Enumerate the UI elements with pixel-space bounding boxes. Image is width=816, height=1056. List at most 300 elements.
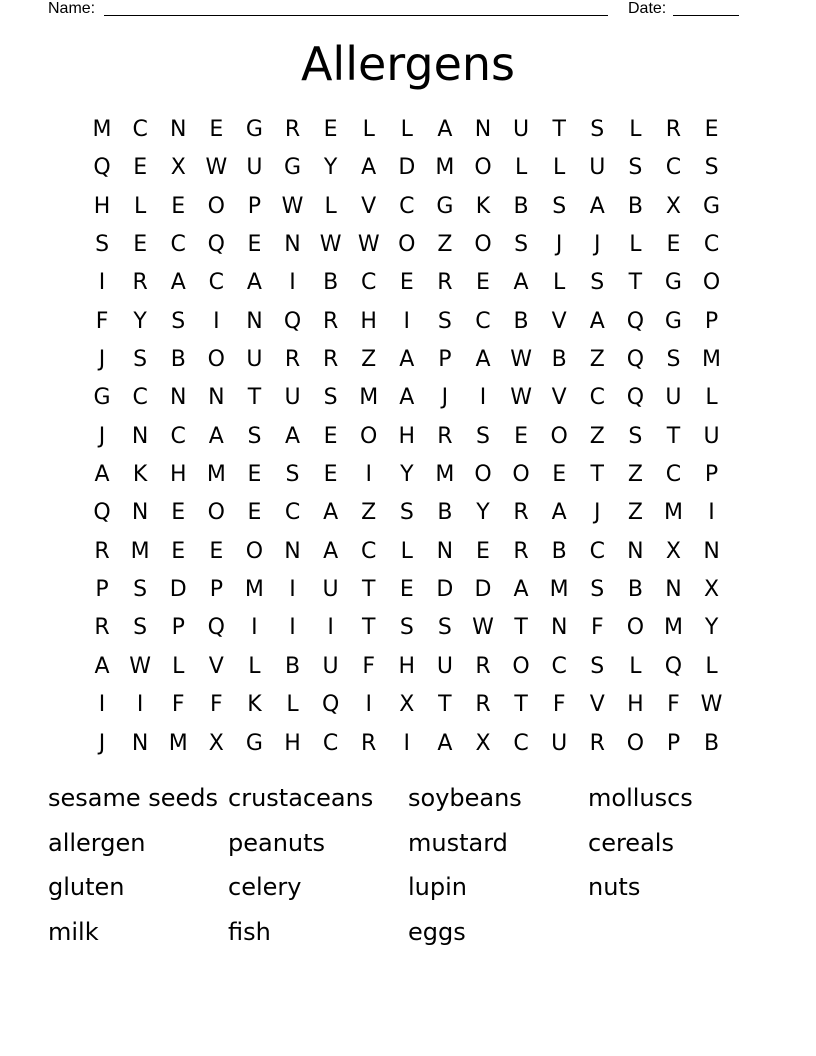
word-list-item: crustaceans (228, 784, 374, 812)
grid-letter: C (170, 423, 186, 449)
grid-letter: N (550, 615, 568, 641)
grid-letter: S (285, 462, 300, 488)
grid-letter: C (399, 193, 415, 219)
grid-letter: I (98, 692, 106, 718)
grid-letter: E (209, 538, 224, 564)
grid-letter: R (475, 692, 491, 718)
grid-letter: O (626, 615, 645, 641)
grid-letter: N (131, 500, 149, 526)
grid-letter: O (207, 500, 225, 526)
page-title: Allergens (300, 37, 516, 91)
grid-letter: A (208, 423, 224, 449)
grid-letter: W (319, 232, 342, 258)
grid-letter: W (510, 385, 532, 411)
grid-letter: B (170, 347, 186, 373)
grid-letter: R (284, 117, 301, 142)
word-list-item: molluscs (588, 784, 693, 812)
grid-row (83, 226, 731, 264)
grid-letter: A (513, 270, 529, 296)
grid-letter: J (555, 232, 563, 258)
grid-row (83, 264, 731, 302)
word-list-item: nuts (588, 873, 641, 902)
grid-letter: A (323, 500, 339, 526)
grid-letter: D (436, 577, 454, 603)
grid-letter: N (131, 730, 149, 756)
grid-letter: E (133, 155, 148, 181)
word-list-item: gluten (48, 873, 125, 902)
grid-letter: Q (207, 232, 225, 258)
grid-letter: E (323, 423, 338, 449)
grid-letter: T (361, 615, 376, 641)
grid-letter: T (247, 385, 262, 411)
grid-letter: D (398, 155, 416, 181)
grid-letter: G (703, 193, 721, 219)
word-list-item: milk (48, 918, 99, 947)
grid-letter: O (474, 462, 492, 488)
grid-letter: L (400, 117, 413, 142)
grid-letter: Q (321, 692, 340, 718)
grid-letter: L (286, 692, 299, 718)
grid-letter: U (551, 730, 568, 756)
grid-letter: X (475, 730, 491, 756)
grid-letter: H (398, 423, 416, 449)
grid-letter: I (289, 615, 296, 641)
grid-letter: M (130, 538, 150, 564)
grid-letter: Q (93, 500, 111, 526)
grid-letter: U (246, 155, 263, 181)
word-list-item: allergen (48, 828, 146, 857)
grid-letter: H (360, 308, 377, 334)
grid-letter: E (666, 232, 681, 258)
grid-letter: I (479, 385, 487, 411)
grid-letter: E (171, 538, 186, 564)
grid-letter: L (553, 155, 566, 181)
grid-letter: M (549, 577, 569, 603)
grid-letter: N (208, 385, 225, 411)
grid-letter: F (362, 653, 376, 679)
grid-letter: J (441, 385, 449, 411)
grid-letter: R (513, 500, 529, 526)
grid-letter: S (590, 653, 605, 679)
grid-letter: P (209, 577, 223, 603)
grid-letter: M (663, 615, 683, 641)
grid-letter: A (246, 270, 262, 296)
word-list-item: soybeans (408, 784, 522, 812)
grid-letter: T (514, 692, 528, 718)
grid-letter: B (437, 500, 453, 526)
grid-letter: X (665, 193, 681, 219)
grid-letter: V (361, 193, 377, 219)
grid-letter: L (134, 193, 147, 219)
grid-letter: I (708, 500, 715, 526)
word-list-item: mustard (408, 828, 508, 857)
grid-letter: W (700, 692, 723, 718)
grid-letter: F (171, 692, 185, 718)
grid-letter: I (403, 308, 411, 334)
grid-letter: U (589, 155, 606, 181)
grid-letter: R (475, 653, 491, 679)
grid-letter: F (667, 692, 680, 718)
grid-letter: X (704, 577, 720, 603)
grid-letter: S (704, 155, 719, 181)
grid-letter: Q (93, 155, 111, 181)
grid-letter: O (512, 462, 530, 488)
grid-letter: S (514, 232, 529, 258)
grid-letter: N (474, 117, 492, 142)
grid-letter: C (475, 308, 491, 334)
grid-letter: Y (133, 308, 147, 334)
grid-row (83, 303, 731, 341)
grid-letter: N (284, 538, 301, 564)
grid-letter: U (513, 117, 530, 142)
word-list-item: eggs (408, 918, 466, 947)
grid-letter: I (213, 308, 220, 334)
grid-letter: K (132, 462, 148, 488)
grid-row (83, 149, 731, 187)
grid-letter: O (626, 730, 645, 756)
worksheet-header (48, 0, 748, 20)
grid-letter: I (289, 270, 296, 296)
grid-letter: E (476, 270, 490, 296)
grid-letter: B (551, 538, 567, 564)
grid-letter: Q (626, 347, 645, 373)
grid-letter: Y (400, 462, 414, 488)
grid-letter: D (169, 577, 187, 603)
grid-letter: A (94, 653, 110, 679)
grid-row (83, 341, 731, 379)
grid-letter: A (284, 423, 301, 449)
grid-letter: C (322, 730, 339, 756)
word-list-item: sesame seeds (48, 784, 219, 812)
grid-letter: B (627, 577, 643, 603)
word-list-item: lupin (408, 873, 467, 902)
grid-letter: S (590, 270, 605, 296)
grid-letter: N (703, 538, 720, 564)
grid-letter: I (365, 462, 372, 488)
grid-letter: T (438, 692, 452, 718)
grid-letter: H (627, 692, 644, 718)
grid-letter: O (550, 423, 568, 449)
grid-letter: I (251, 615, 258, 641)
grid-letter: J (594, 232, 601, 258)
grid-letter: M (206, 462, 226, 488)
grid-letter: S (171, 308, 186, 334)
grid-letter: D (474, 577, 492, 603)
grid-letter: S (399, 500, 414, 526)
grid-letter: V (208, 653, 224, 679)
grid-letter: T (552, 117, 566, 142)
grid-letter: Y (323, 155, 338, 181)
grid-letter: M (92, 117, 112, 142)
grid-letter: G (283, 155, 302, 181)
grid-letter: R (322, 347, 339, 373)
grid-letter: R (94, 538, 110, 564)
grid-letter: S (552, 193, 567, 219)
grid-letter: E (399, 577, 414, 603)
grid-letter: R (132, 270, 148, 296)
grid-letter: E (704, 117, 719, 142)
grid-letter: R (589, 730, 605, 756)
grid-letter: Q (664, 653, 683, 679)
grid-letter: G (245, 730, 263, 756)
grid-row (83, 686, 731, 724)
grid-letter: A (94, 462, 110, 488)
grid-letter: B (513, 193, 529, 219)
grid-letter: Z (361, 347, 377, 373)
grid-letter: L (362, 117, 375, 142)
grid-letter: N (627, 538, 644, 564)
grid-letter: F (552, 692, 566, 718)
date-label: Date: (628, 0, 667, 17)
grid-letter: B (513, 308, 529, 334)
grid-letter: L (705, 385, 718, 411)
grid-letter: N (284, 232, 301, 258)
grid-row (83, 456, 731, 494)
grid-letter: T (666, 423, 681, 449)
grid-letter: E (247, 462, 262, 488)
grid-letter: C (665, 462, 682, 488)
grid-letter: L (514, 155, 528, 181)
grid-letter: Q (283, 308, 302, 334)
grid-letter: E (323, 462, 338, 488)
grid-letter: A (437, 730, 453, 756)
grid-row (83, 111, 731, 149)
grid-letter: U (665, 385, 682, 411)
letter-grid (83, 111, 731, 763)
grid-letter: A (513, 577, 529, 603)
grid-letter: S (476, 423, 490, 449)
grid-letter: P (704, 308, 719, 334)
grid-letter: V (589, 692, 605, 718)
grid-letter: N (170, 385, 187, 411)
grid-letter: X (170, 155, 186, 181)
grid-letter: W (281, 193, 304, 219)
grid-letter: N (131, 423, 149, 449)
grid-letter: A (323, 538, 339, 564)
grid-letter: T (361, 577, 376, 603)
grid-letter: S (133, 615, 148, 641)
grid-row (83, 609, 731, 647)
grid-letter: L (553, 270, 566, 296)
grid-letter: L (629, 653, 642, 679)
grid-letter: U (284, 385, 301, 411)
grid-letter: G (245, 117, 263, 142)
grid-letter: V (551, 308, 567, 334)
grid-letter: R (437, 270, 453, 296)
grid-letter: K (247, 692, 262, 718)
grid-letter: H (93, 193, 111, 219)
grid-letter: C (284, 500, 301, 526)
grid-letter: J (98, 730, 106, 756)
grid-letter: H (284, 730, 301, 756)
grid-letter: X (399, 692, 415, 718)
grid-letter: F (210, 692, 223, 718)
grid-letter: N (665, 577, 682, 603)
grid-letter: B (284, 653, 301, 679)
grid-letter: N (170, 117, 187, 142)
grid-row (83, 188, 731, 226)
grid-letter: L (705, 653, 718, 679)
grid-letter: J (594, 500, 601, 526)
grid-letter: S (133, 347, 148, 373)
grid-letter: A (551, 500, 567, 526)
grid-letter: O (702, 270, 721, 296)
grid-letter: S (590, 117, 605, 142)
grid-letter: E (247, 232, 262, 258)
grid-letter: L (324, 193, 337, 219)
grid-letter: A (399, 347, 415, 373)
grid-letter: E (209, 117, 224, 142)
grid-letter: A (475, 347, 491, 373)
grid-letter: L (172, 653, 185, 679)
grid-letter: S (133, 577, 148, 603)
grid-letter: P (704, 462, 719, 488)
grid-letter: Q (626, 308, 645, 334)
grid-letter: C (589, 538, 605, 564)
grid-letter: N (436, 538, 454, 564)
grid-letter: R (513, 538, 529, 564)
grid-letter: Q (207, 615, 225, 641)
grid-letter: S (628, 155, 643, 181)
grid-letter: W (472, 615, 494, 641)
grid-letter: M (244, 577, 264, 603)
grid-letter: P (666, 730, 681, 756)
grid-letter: F (590, 615, 604, 641)
word-list (48, 778, 768, 957)
grid-letter: M (168, 730, 188, 756)
grid-letter: R (284, 347, 301, 373)
grid-letter: A (399, 385, 415, 411)
grid-letter: L (629, 117, 642, 142)
grid-row (83, 533, 731, 571)
word-list-item: fish (228, 918, 271, 947)
grid-letter: P (247, 193, 262, 219)
grid-letter: G (436, 193, 454, 219)
word-list-item: cereals (588, 828, 674, 857)
grid-letter: S (247, 423, 262, 449)
grid-letter: T (514, 615, 528, 641)
grid-letter: C (361, 538, 377, 564)
grid-letter: W (357, 232, 380, 258)
grid-letter: M (702, 347, 722, 373)
grid-row (83, 494, 731, 532)
grid-letter: U (322, 653, 339, 679)
grid-letter: C (589, 385, 605, 411)
grid-row (83, 379, 731, 417)
grid-letter: M (663, 500, 683, 526)
grid-letter: B (704, 730, 720, 756)
grid-row (83, 648, 731, 686)
word-list-item: peanuts (228, 828, 326, 857)
grid-letter: M (359, 385, 379, 411)
grid-letter: W (510, 347, 532, 373)
grid-letter: L (400, 538, 413, 564)
grid-letter: E (171, 500, 186, 526)
grid-letter: C (208, 270, 225, 296)
grid-letter: S (666, 347, 681, 373)
grid-letter: L (629, 232, 642, 258)
grid-letter: S (437, 615, 452, 641)
grid-letter: C (551, 653, 567, 679)
grid-letter: O (245, 538, 264, 564)
grid-letter: R (361, 730, 377, 756)
grid-letter: Z (437, 232, 453, 258)
grid-letter: B (323, 270, 339, 296)
grid-letter: V (551, 385, 567, 411)
grid-letter: H (398, 653, 416, 679)
grid-letter: K (475, 193, 491, 219)
grid-letter: O (512, 653, 530, 679)
grid-letter: S (628, 423, 643, 449)
grid-letter: A (589, 193, 605, 219)
grid-letter: L (248, 653, 261, 679)
grid-letter: M (435, 155, 455, 181)
grid-letter: S (95, 232, 110, 258)
grid-letter: Y (704, 615, 719, 641)
grid-letter: P (438, 347, 452, 373)
grid-letter: G (664, 270, 682, 296)
grid-letter: Z (361, 500, 377, 526)
grid-letter: A (170, 270, 186, 296)
grid-letter: G (664, 308, 682, 334)
grid-letter: C (132, 385, 148, 411)
grid-letter: O (398, 232, 416, 258)
grid-letter: E (247, 500, 262, 526)
grid-letter: J (98, 423, 106, 449)
grid-letter: H (169, 462, 187, 488)
grid-letter: C (170, 232, 186, 258)
grid-letter: B (551, 347, 567, 373)
grid-letter: P (95, 577, 109, 603)
grid-letter: I (98, 270, 106, 296)
grid-letter: S (590, 577, 605, 603)
grid-letter: A (589, 308, 605, 334)
grid-letter: M (435, 462, 455, 488)
grid-letter: T (628, 270, 643, 296)
grid-letter: U (436, 653, 453, 679)
grid-letter: B (627, 193, 643, 219)
grid-letter: W (129, 653, 152, 679)
grid-letter: O (474, 232, 492, 258)
grid-letter: J (98, 347, 106, 373)
grid-letter: I (327, 615, 334, 641)
grid-letter: C (132, 117, 148, 142)
grid-letter: I (136, 692, 144, 718)
grid-letter: E (399, 270, 414, 296)
grid-letter: R (665, 117, 682, 142)
grid-letter: S (399, 615, 414, 641)
name-field-line (104, 15, 608, 16)
grid-letter: Z (627, 500, 643, 526)
grid-letter: R (322, 308, 339, 334)
grid-row (83, 571, 731, 609)
grid-letter: A (437, 117, 453, 142)
grid-letter: C (513, 730, 529, 756)
grid-letter: O (207, 193, 225, 219)
grid-letter: I (403, 730, 411, 756)
grid-letter: Z (589, 347, 605, 373)
grid-letter: S (437, 308, 452, 334)
grid-letter: F (95, 308, 109, 334)
grid-letter: N (246, 308, 263, 334)
grid-letter: I (365, 692, 372, 718)
grid-letter: E (323, 117, 338, 142)
grid-letter: R (437, 423, 453, 449)
grid-letter: C (665, 155, 682, 181)
grid-row (83, 725, 731, 763)
grid-letter: Q (626, 385, 645, 411)
grid-letter: Y (476, 500, 490, 526)
